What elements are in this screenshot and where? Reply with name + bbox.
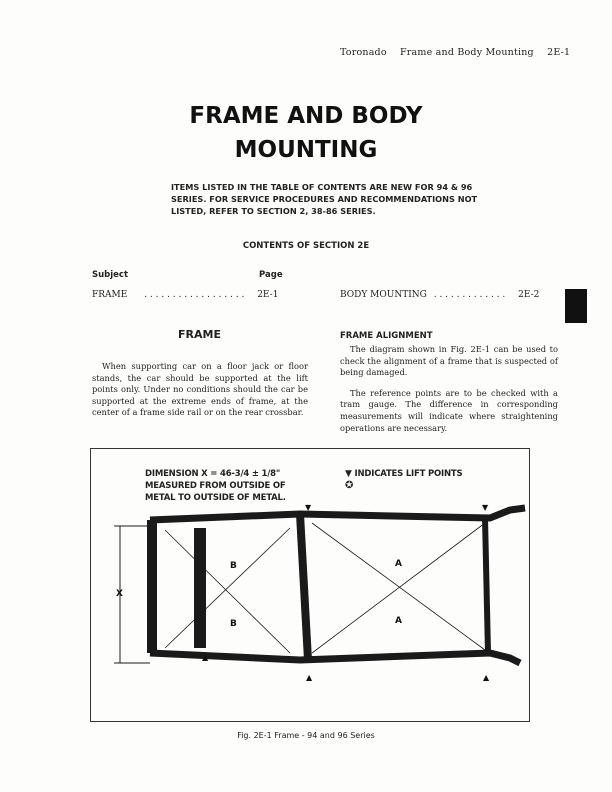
lift-arrow-icon: ▲ [483,673,490,682]
label-a-top: A [395,559,402,569]
toc-dots: . . . . . . . . . . . . . [433,290,506,300]
toc-entry-body-mounting[interactable] [340,290,539,300]
lift-arrow-icon: ▲ [306,673,313,682]
page-title-line1: FRAME AND BODY [189,103,423,129]
alignment-body [340,344,558,443]
toc-dots: . . . . . . . . . . . . . . . . . . [144,290,245,300]
frame-paragraph: When supporting car on a floor jack or floor stands, the car should be supported at the lift points only. Under no conditions should the car be supported at the extreme ends of frame, at the center of a frame side rail or on the rear crossbar. [92,361,308,418]
toc-page: 2E-1 [257,290,279,300]
lift-arrow-icon: ▼ [482,503,489,512]
lift-arrow-icon: ▼ [305,503,312,512]
dimension-line-1: DIMENSION X = 46-3/4 ± 1/8" [145,469,281,479]
lift-arrow-icon: ▲ [202,653,209,662]
frame-body [92,361,308,428]
label-a-bottom: A [395,616,402,626]
frame-crossmember-3 [485,518,488,653]
dimension-line-3: METAL TO OUTSIDE OF METAL. [145,493,286,503]
frame-drawing [90,448,530,720]
toc-subject: BODY MOUNTING [340,290,427,300]
alignment-heading: FRAME ALIGNMENT [340,331,433,341]
legend-label: INDICATES LIFT POINTS [354,469,463,479]
subject-label: Subject [92,270,129,280]
page-label: Page [259,270,283,280]
frame-crossmember-2 [300,514,308,660]
label-b-top: B [230,561,237,571]
alignment-paragraph-2: The reference points are to be checked with a tram gauge. The difference in corresponding measurements will indicate where straightening operations are necessary. [340,387,558,433]
toc-subject: FRAME [92,290,128,300]
header-page-number: 2E-1 [547,47,571,58]
running-header [340,47,580,58]
figure-caption: Fig. 2E-1 Frame - 94 and 96 Series [237,731,375,740]
header-model: Toronado [340,47,387,58]
alignment-paragraph-1: The diagram shown in Fig. 2E-1 can be used to check the alignment of a frame that is suspected of being damaged. [340,344,558,378]
tram-lines-b [165,528,290,653]
toc-entry-frame[interactable] [92,290,278,300]
reference-point-icon: ✪ [345,480,354,491]
contents-heading: CONTENTS OF SECTION 2E [242,241,370,251]
label-b-bottom: B [230,619,237,629]
frame-heading: FRAME [178,328,221,341]
dimension-line-2: MEASURED FROM OUTSIDE OF [145,481,286,491]
notice-text: ITEMS LISTED IN THE TABLE OF CONTENTS ARE NEW FOR 94 & 96 SERIES. FOR SERVICE PROCEDURES AND RECOMMENDATIONS NOT LISTED, REFER TO SECTION 2, 38-86 SERIES. [171,182,478,216]
section-thumb-tab [565,289,587,323]
frame-rail-top [150,508,525,520]
tram-lines-a [312,523,485,653]
header-section: Frame and Body Mounting [400,47,534,58]
toc-page: 2E-2 [518,290,540,300]
lift-arrow-icon: ▼ [345,469,352,479]
label-x: X [116,589,123,599]
page-title-line2: MOUNTING [234,137,378,163]
